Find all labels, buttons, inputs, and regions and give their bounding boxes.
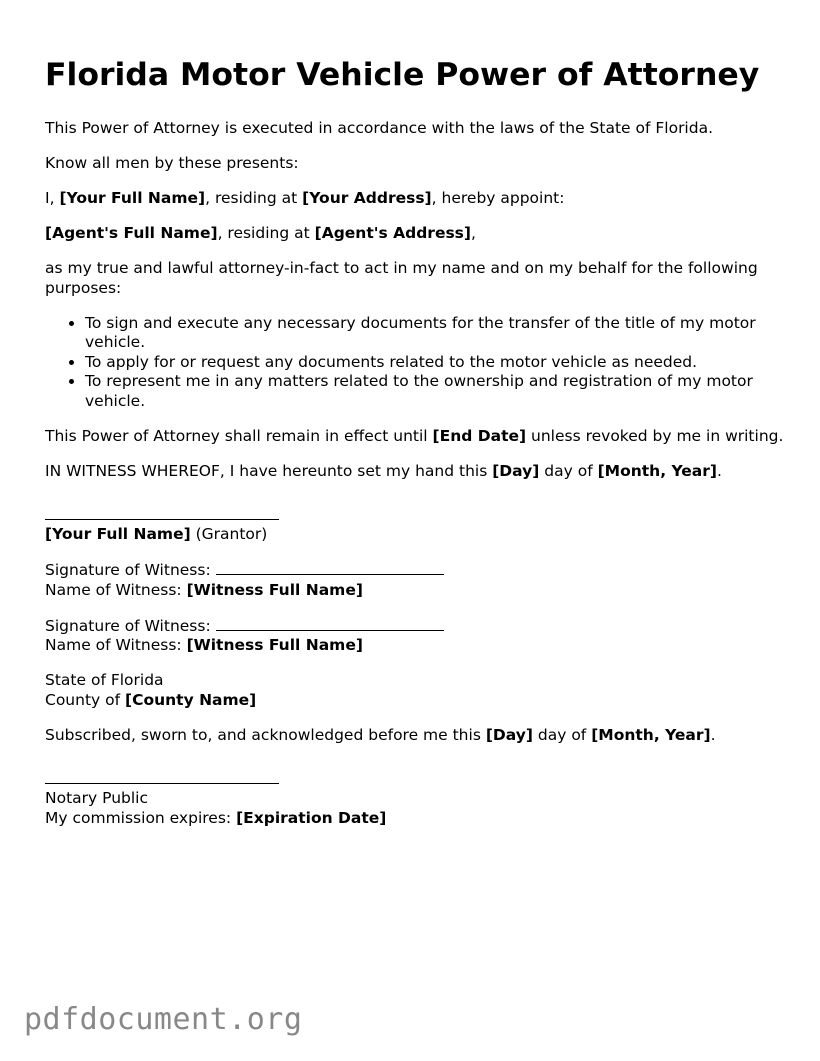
- duration-suffix: unless revoked by me in writing.: [526, 426, 784, 445]
- witness-name-label: Name of Witness:: [45, 580, 187, 599]
- grantor-name-placeholder: [Your Full Name]: [45, 525, 191, 543]
- witness-name-label: Name of Witness:: [45, 636, 187, 654]
- purpose-intro-paragraph: as my true and lawful attorney-in-fact to act in my name and on my behalf for the following purposes:: [45, 259, 758, 297]
- county-name-placeholder: [County Name]: [125, 690, 257, 709]
- venue-block: [45, 671, 785, 710]
- intro-paragraph: This Power of Attorney is executed in accordance with the laws of the State of Florida.: [45, 119, 714, 137]
- witness-clause-suffix: .: [717, 461, 722, 480]
- witness-signature-line[interactable]: [216, 616, 444, 631]
- commission-prefix: My commission expires:: [45, 808, 237, 827]
- principal-prefix: I,: [45, 189, 60, 207]
- principal-paragraph: [45, 189, 785, 209]
- ack-prefix: Subscribed, sworn to, and acknowledged before me this: [45, 725, 486, 744]
- ack-month-year-placeholder: [Month, Year]: [591, 725, 711, 744]
- witness-day-placeholder: [Day]: [492, 461, 540, 480]
- purposes-list: [45, 314, 785, 412]
- grantor-role: (Grantor): [190, 525, 268, 543]
- end-date-placeholder: [End Date]: [432, 426, 527, 445]
- ack-suffix: .: [710, 725, 716, 744]
- notary-label: Notary Public: [45, 789, 148, 807]
- acknowledgment-paragraph: [45, 726, 785, 746]
- principal-middle: , residing at: [205, 189, 303, 207]
- know-all-paragraph: Know all men by these presents:: [45, 154, 299, 172]
- state-label: State of Florida: [45, 671, 164, 689]
- duration-paragraph: [45, 427, 785, 447]
- agent-paragraph: [45, 224, 785, 244]
- commission-date-placeholder: [Expiration Date]: [236, 808, 387, 827]
- witness-signature-label: Signature of Witness:: [45, 561, 216, 579]
- purpose-item: • To represent me in any matters related to the ownership and registration of my motor vehicle.: [85, 372, 785, 411]
- witness-name-placeholder: [Witness Full Name]: [186, 636, 363, 654]
- purpose-item: • To sign and execute any necessary documents for the transfer of the title of my motor vehicle.: [85, 314, 785, 353]
- witness-name-placeholder: [Witness Full Name]: [186, 580, 363, 599]
- witness-clause-prefix: IN WITNESS WHEREOF, I have hereunto set my hand this: [45, 461, 493, 480]
- agent-address-placeholder: [Agent's Address]: [314, 224, 471, 242]
- notary-signature-line[interactable]: [45, 769, 279, 784]
- notary-signature-block: [45, 769, 785, 829]
- document-title: Florida Motor Vehicle Power of Attorney: [45, 57, 760, 93]
- ack-middle: day of: [532, 725, 592, 744]
- document-page: [45, 56, 785, 844]
- witness-clause-paragraph: [45, 462, 785, 482]
- witness-signature-label: Signature of Witness:: [45, 616, 216, 635]
- principal-address-placeholder: [Your Address]: [302, 189, 432, 207]
- witness-month-year-placeholder: [Month, Year]: [597, 461, 717, 480]
- grantor-signature-line[interactable]: [45, 505, 279, 520]
- agent-suffix: ,: [471, 224, 476, 242]
- witness-block-2: [45, 616, 785, 656]
- purpose-item: • To apply for or request any documents related to the motor vehicle as needed.: [85, 353, 785, 373]
- principal-name-placeholder: [Your Full Name]: [59, 189, 206, 207]
- witness-clause-middle: day of: [539, 461, 598, 480]
- county-prefix: County of: [45, 690, 125, 709]
- duration-prefix: This Power of Attorney shall remain in effect until: [45, 426, 433, 445]
- agent-middle: , residing at: [217, 224, 315, 242]
- witness-signature-line[interactable]: [216, 560, 444, 575]
- agent-name-placeholder: [Agent's Full Name]: [45, 224, 218, 242]
- principal-suffix: , hereby appoint:: [431, 189, 565, 207]
- watermark-text: pdfdocument.org: [24, 1002, 303, 1037]
- ack-day-placeholder: [Day]: [485, 725, 533, 744]
- grantor-signature-block: [45, 505, 785, 545]
- witness-block-1: [45, 560, 785, 600]
